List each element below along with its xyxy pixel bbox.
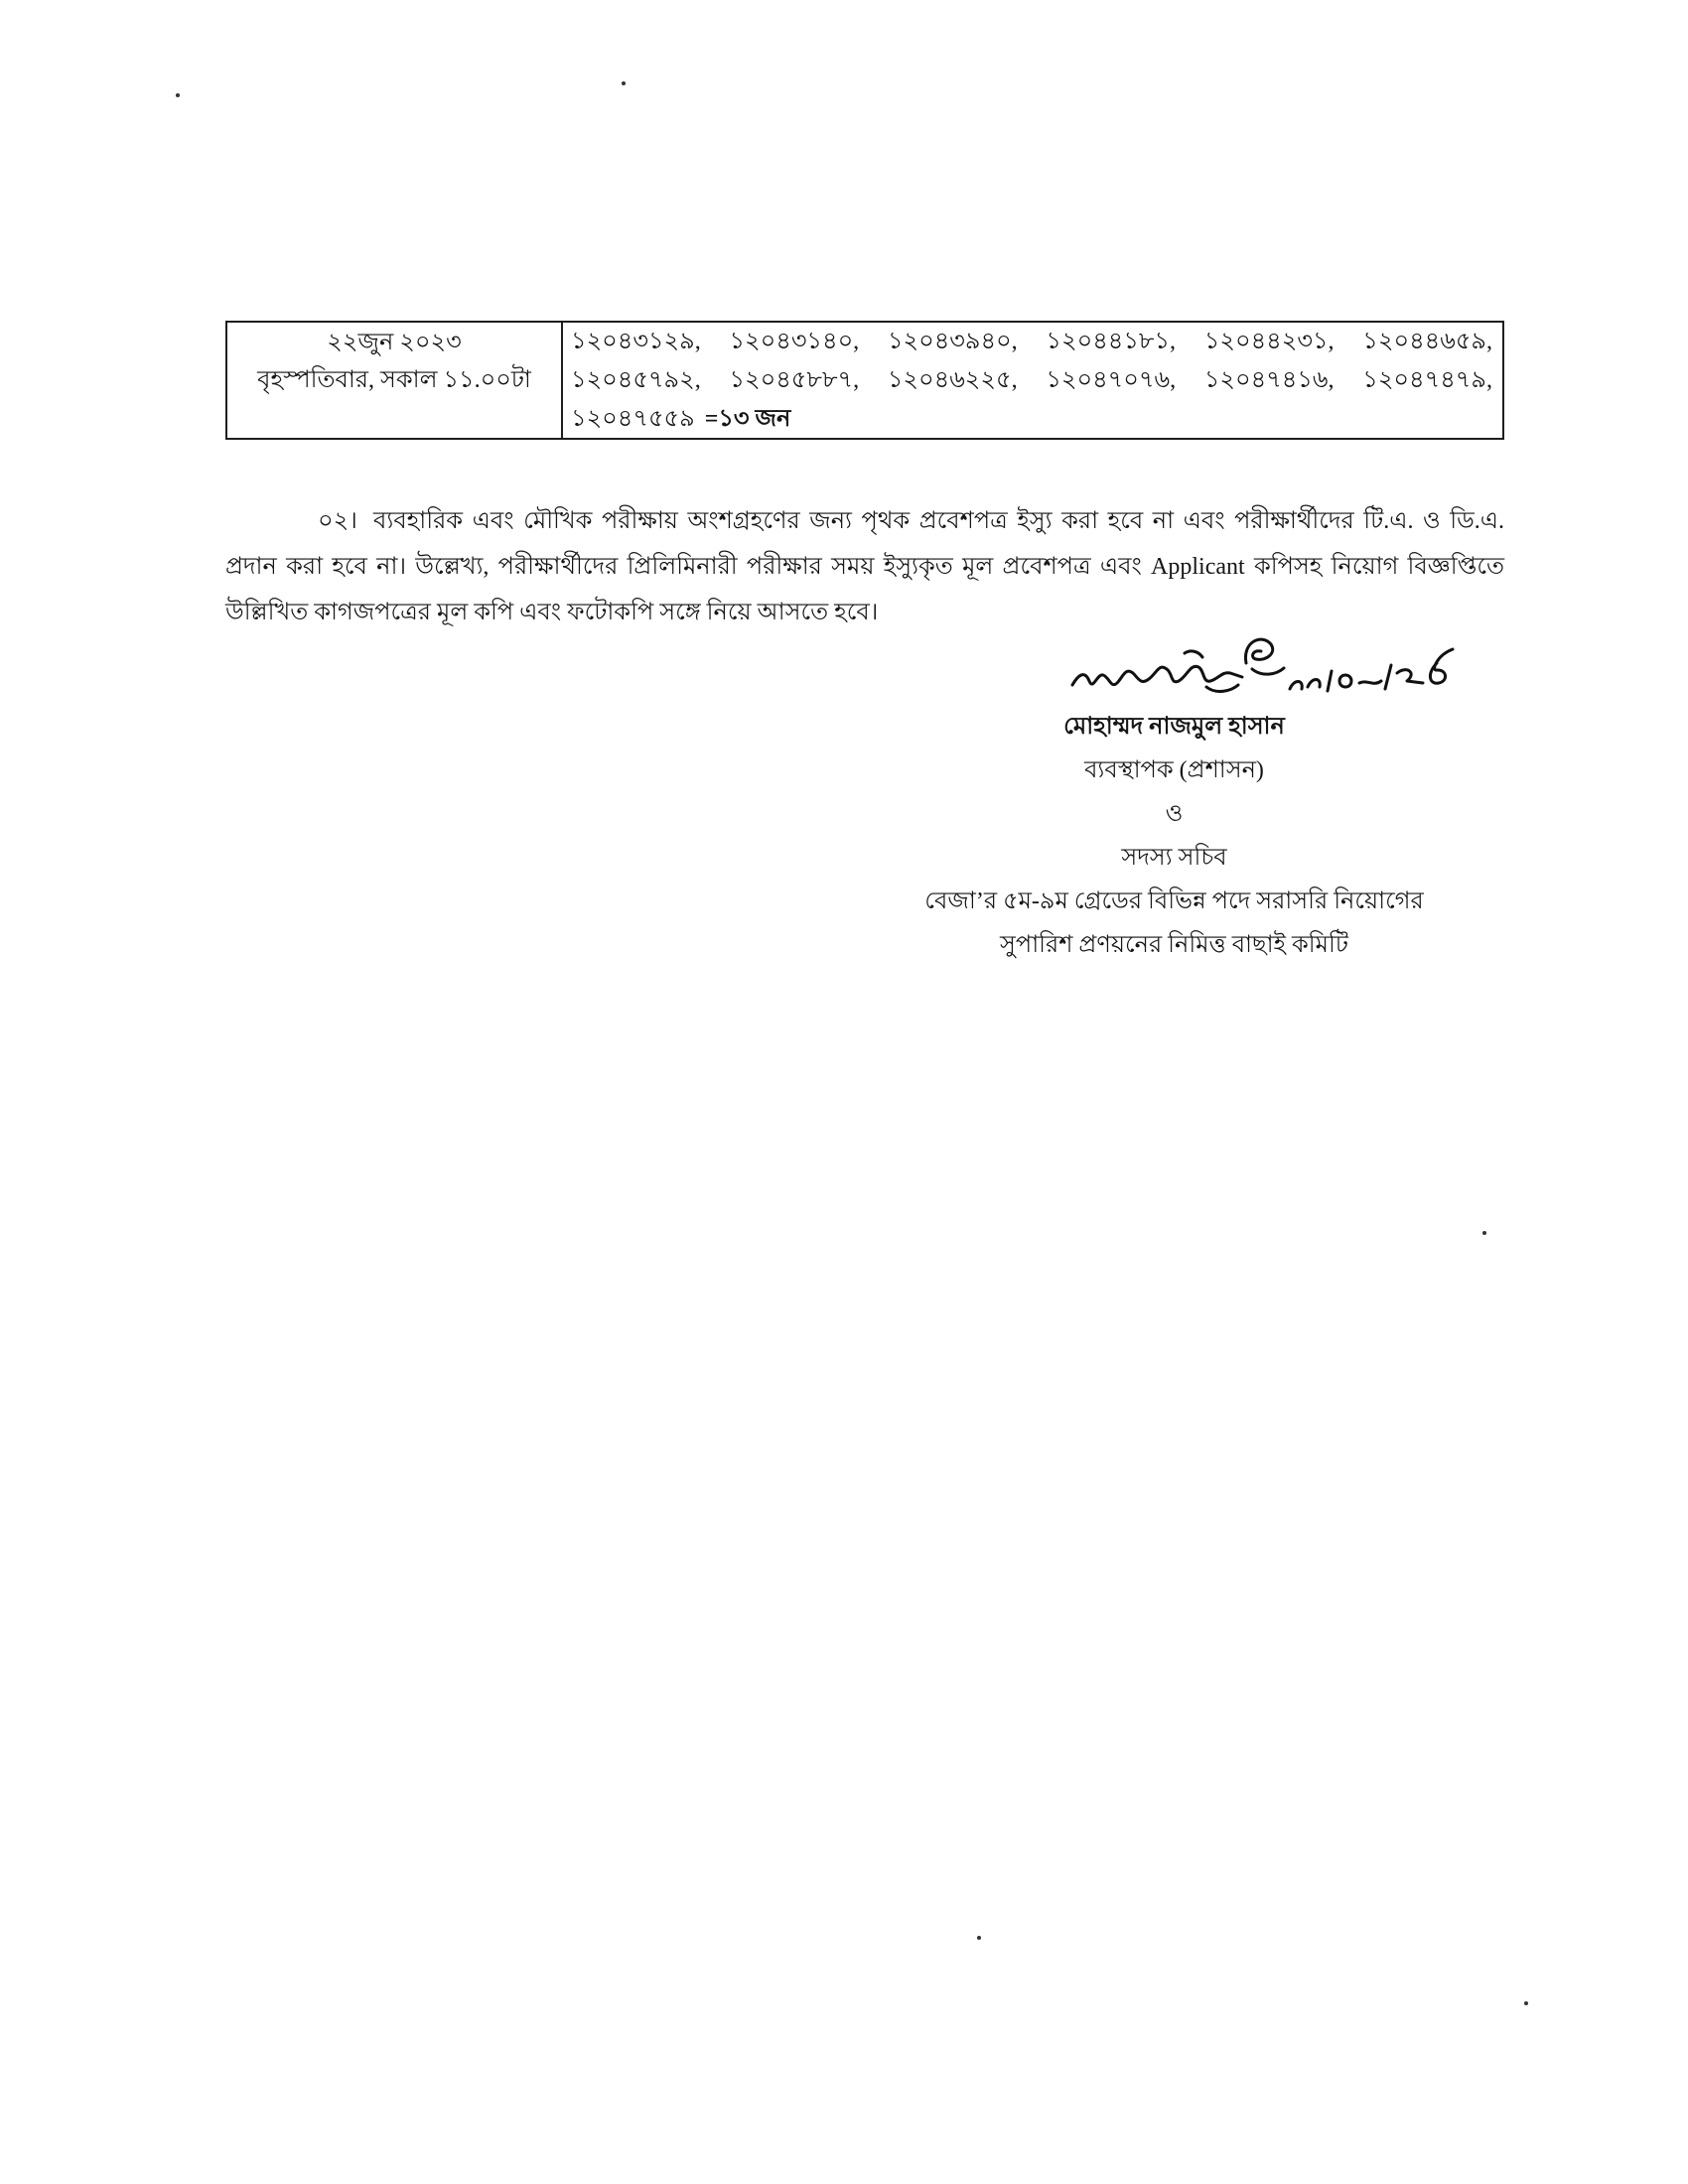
roll-number: ১২০৪৭৪১৬, xyxy=(1203,367,1335,393)
roll-number: ১২০৪৩১২৯, xyxy=(571,329,701,354)
roll-number: ১২০৪৭৪৭৯, xyxy=(1362,367,1492,393)
exam-date: ২২জুন ২০২৩ xyxy=(327,330,462,355)
instruction-paragraph xyxy=(225,498,1504,635)
scan-speck xyxy=(176,93,180,97)
scan-speck xyxy=(622,81,626,85)
handwritten-signature xyxy=(1067,623,1484,715)
roll-number: ১২০৪৩৯৪০, xyxy=(887,329,1018,354)
roll-number: ১২০৪৭৫৫৯ xyxy=(571,406,695,432)
exam-schedule-table xyxy=(225,321,1504,440)
roll-number: ১২০৪৫৭৯২, xyxy=(571,367,701,393)
roll-number: ১২০৪৪৬৫৯, xyxy=(1362,329,1492,354)
signatory-designation: ব্যবস্থাপক (প্রশাসন) xyxy=(1084,757,1264,783)
signatory-block xyxy=(894,705,1455,967)
roll-number: ১২০৪৫৮৮৭, xyxy=(729,367,860,393)
roll-number-line xyxy=(571,400,1492,439)
roll-number: ১২০৪৪২৩১, xyxy=(1203,329,1335,354)
committee-name-line-2: সুপারিশ প্রণয়নের নিমিত্ত বাছাই কমিটি xyxy=(1000,932,1348,958)
scan-speck xyxy=(1482,1231,1486,1235)
roll-number-line xyxy=(571,323,1492,361)
exam-date-cell xyxy=(227,323,563,438)
roll-number: ১২০৪৭০৭৬, xyxy=(1046,367,1177,393)
roll-number-line xyxy=(571,361,1492,400)
signatory-conjunction: ও xyxy=(1165,801,1184,827)
roll-number: ১২০৪৩১৪০, xyxy=(729,329,860,354)
candidate-total: =১৩ জন xyxy=(704,406,791,432)
exam-day-time: বৃহস্পতিবার, সকাল ১১.০০টা xyxy=(257,367,531,393)
scan-speck xyxy=(1524,2001,1528,2005)
signatory-name: মোহাম্মদ নাজমুল হাসান xyxy=(1063,714,1285,740)
paragraph-number: ০২। xyxy=(318,508,357,534)
roll-number: ১২০৪৬২২৫, xyxy=(887,367,1018,393)
scan-speck xyxy=(977,1936,981,1940)
instruction-text: ব্যবহারিক এবং মৌখিক পরীক্ষায় অংশগ্রহণের জন্য পৃথক প্রবেশপত্র ইস্যু করা হবে না এবং পরীক্ষার্থীদের টি.এ. ও ডি.এ. প্রদান করা হবে না। উল্লেখ্য, পরীক্ষার্থীদের প্রিলিমিনারী পরীক্ষার সময় ইস্যুকৃত মূল প্রবেশপত্র এবং Applicant কপিসহ নিয়োগ বিজ্ঞপ্তিতে উল্লিখিত কাগজপত্রের মূল কপি এবং ফটোকপি সঙ্গে নিয়ে আসতে হবে। xyxy=(225,508,1504,625)
roll-numbers-cell xyxy=(563,323,1502,438)
signatory-role: সদস্য সচিব xyxy=(1121,845,1227,871)
roll-number: ১২০৪৪১৮১, xyxy=(1046,329,1177,354)
committee-name-line-1: বেজা’র ৫ম-৯ম গ্রেডের বিভিন্ন পদে সরাসরি নিয়োগের xyxy=(924,888,1424,914)
